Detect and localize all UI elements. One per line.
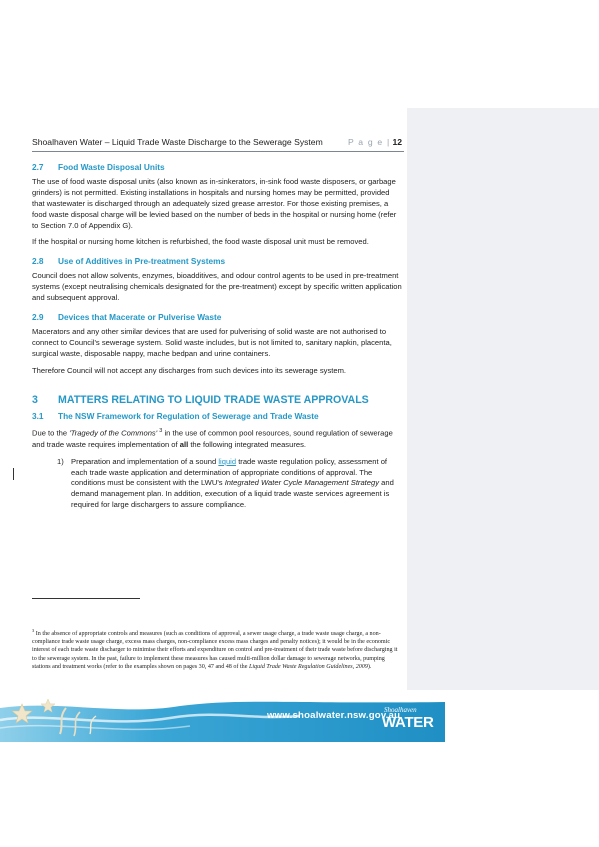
footnote-end: ). (367, 663, 372, 670)
page-header (32, 137, 404, 151)
section-2-9-heading (32, 312, 402, 323)
page-number: 12 (392, 137, 402, 147)
text-run: in the use of common pool resources, sound regulation of sewerage and trade waste requires implementation of (32, 428, 393, 449)
italic-text: 'Tragedy of the Commons' (69, 428, 158, 438)
section-2-7-paragraph-1: The use of food waste disposal units (also known as in-sinkerators, in-sink food waste disposers, or garbage grinders) is not permitted. Existing installations in hospitals and nursing homes may be permitted, provided that wastewater is discharged through an adequately sized grease arrestor. For those existing premises, a food waste disposal charge will be levied based on the number of beds in the hospital or nursing home (refer to Section 7.0 of Appendix G). (32, 176, 397, 230)
header-rule (32, 151, 404, 152)
section-title: Devices that Macerate or Pulverise Waste (58, 311, 222, 322)
hyperlink-liquid[interactable]: liquid (218, 456, 237, 466)
section-2-7-heading (32, 162, 402, 173)
italic-text: Integrated Water Cycle Management Strategy (224, 478, 380, 488)
document-body (32, 162, 402, 517)
list-item (57, 457, 402, 512)
section-title: MATTERS RELATING TO LIQUID TRADE WASTE APPROVALS (58, 393, 369, 406)
text-run: the following integrated measures. (188, 439, 306, 449)
text-cursor (13, 468, 14, 480)
footnote-mark: 3 (32, 628, 35, 633)
section-title: Use of Additives in Pre-treatment Systems (58, 256, 226, 267)
section-2-8-heading (32, 256, 402, 267)
comment-margin-panel (407, 108, 599, 690)
section-2-8-paragraph-1: Council does not allow solvents, enzymes, bioadditives, and odour control agents to be used in pre-treatment systems (except neutralising chemicals designated for the pre-treatment) except by specific written application and subsequent approval. (32, 271, 402, 303)
footer-website[interactable]: www.shoalwater.nsw.gov.au (267, 710, 401, 721)
footnote (32, 627, 402, 671)
text-run: trade waste regulation policy, assessment of each trade waste application and determination of appropriate conditions of approval. The conditions must be consistent with the LWU's (71, 456, 388, 488)
logo-script: Shoalhaven (384, 706, 417, 714)
page-indicator (348, 137, 402, 147)
list-number: 1) (57, 456, 64, 466)
section-title: The NSW Framework for Regulation of Sewerage and Trade Waste (58, 411, 319, 422)
section-2-9-paragraph-1: Macerators and any other similar devices that are used for pulverising of solid waste are not authorised to connect to Council's sewerage system. Solid waste includes, but is not limited to, sanitary napkin, placenta, surgical waste, disposable nappy, mache bedpan and urine containers. (32, 326, 392, 358)
section-number: 3 (32, 393, 38, 406)
section-3-1-heading (32, 411, 402, 422)
shoalhaven-water-logo (382, 706, 438, 734)
footnote-reference[interactable]: 3 (159, 428, 163, 435)
text-run: and demand management plan. In addition, execution of a liquid trade waste services agreement is required for large dischargers to assure compliance. (71, 478, 394, 510)
section-2-7-paragraph-2: If the hospital or nursing home kitchen is refurbished, the food waste disposal unit must be removed. (32, 237, 369, 247)
section-3-1-paragraph (32, 426, 402, 450)
logo-wordmark: WATER (382, 714, 434, 731)
section-number: 2.9 (32, 311, 44, 322)
section-3-heading (32, 395, 402, 406)
text-run: Due to the (32, 428, 70, 438)
footnote-text: In the absence of appropriate controls and measures (such as conditions of approval, a sewer usage charge, a trade waste usage charge, a non-compliance trade waste usage charge, excess mass charges, non-compliance excess mass charges and penalty notices); it would be in the economic interest of each trade waste discharger to minimise their efforts and expenditure on control and pre-treatment of their trade waste before discharging it to the sewerage system. In the past, failure to implement these measures has caused multi-million dollar damage to sewerage networks, pumping stations and treatment works (refer to the examples shown on pages 30, 47 and 48 of the (32, 631, 398, 670)
page-label: P a g e | (347, 137, 391, 147)
footnote-italic: Liquid Trade Waste Regulation Guidelines, 2009 (248, 663, 368, 670)
bold-text: all (179, 439, 189, 449)
text-run: Preparation and implementation of a sound (71, 456, 219, 466)
footnote-separator (32, 598, 140, 599)
section-number: 2.8 (32, 256, 44, 267)
section-number: 3.1 (32, 411, 44, 422)
section-2-9-paragraph-2: Therefore Council will not accept any discharges from such devices into its sewerage system. (32, 365, 347, 375)
section-title: Food Waste Disposal Units (58, 162, 165, 172)
header-title: Shoalhaven Water – Liquid Trade Waste Discharge to the Sewerage System (32, 137, 323, 147)
section-number: 2.7 (32, 162, 44, 172)
